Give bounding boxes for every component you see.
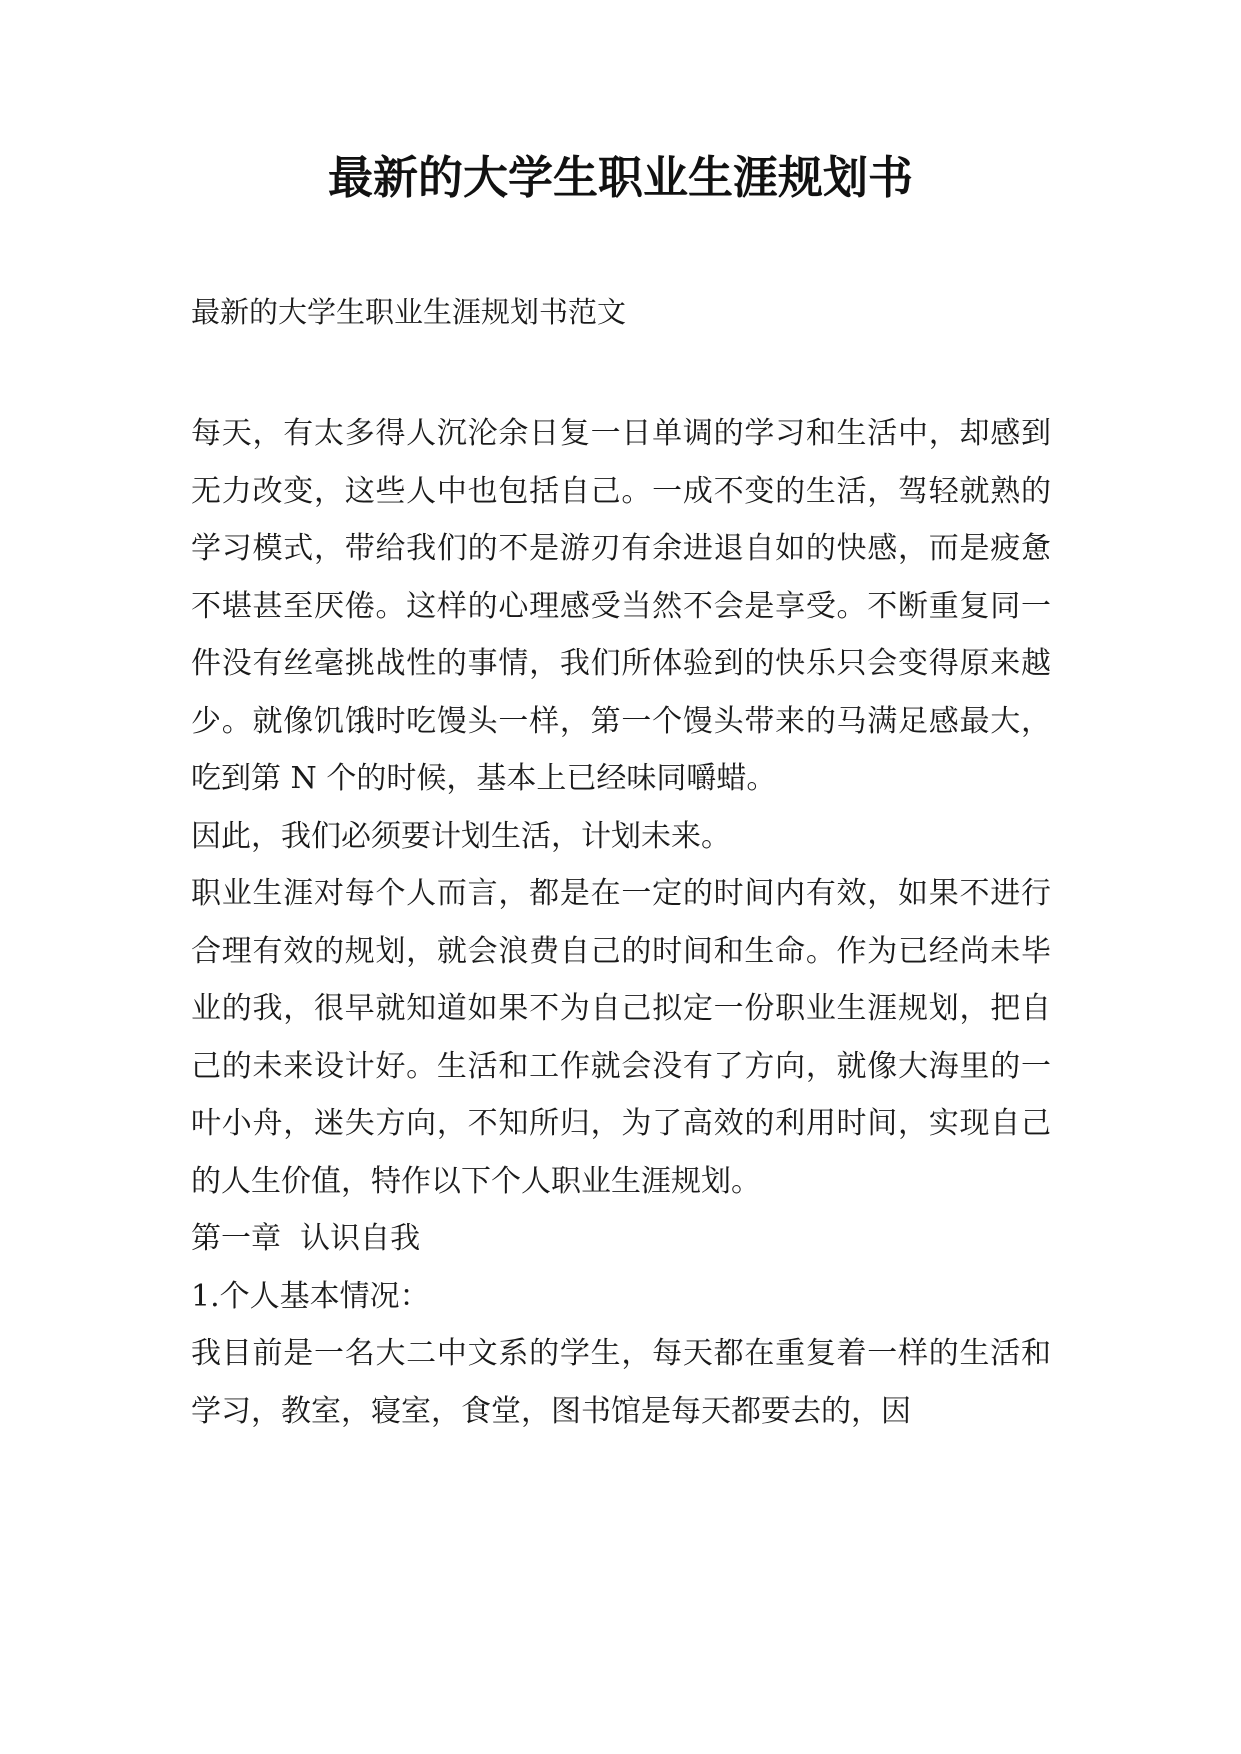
body-paragraph: 每天，有太多得人沉沦余日复一日单调的学习和生活中，却感到无力改变，这些人中也包括自己。一成不变的生活，驾轻就熟的学习模式，带给我们的不是游刃有余进退自如的快感，而是疲惫不堪甚至厌倦。这样的心理感受当然不会是享受。不断重复同一件没有丝毫挑战性的事情，我们所体验到的快乐只会变得原来越少。就像饥饿时吃馒头一样，第一个馒头带来的马满足感最大，吃到第 N 个的时候，基本上已经味同嚼蜡。: [191, 416, 1051, 796]
document-body: [191, 405, 1051, 1440]
body-paragraph: 职业生涯对每个人而言，都是在一定的时间内有效，如果不进行合理有效的规划，就会浪费自己的时间和生命。作为已经尚未毕业的我，很早就知道如果不为自己拟定一份职业生涯规划，把自己的未来设计好。生活和工作就会没有了方向，就像大海里的一叶小舟，迷失方向，不知所归，为了高效的利用时间，实现自己的人生价值，特作以下个人职业生涯规划。: [191, 876, 1051, 1199]
document-subtitle: 最新的大学生职业生涯规划书范文: [191, 295, 627, 329]
body-paragraph: 我目前是一名大二中文系的学生，每天都在重复着一样的生活和学习，教室，寝室，食堂，图书馆是每天都要去的，因: [191, 1336, 1051, 1429]
chapter-heading: 第一章 认识自我: [191, 1221, 421, 1256]
body-paragraph: 因此，我们必须要计划生活，计划未来。: [191, 818, 731, 854]
section-heading: 1.个人基本情况：: [191, 1278, 430, 1314]
document-title: 最新的大学生职业生涯规划书: [327, 151, 913, 204]
